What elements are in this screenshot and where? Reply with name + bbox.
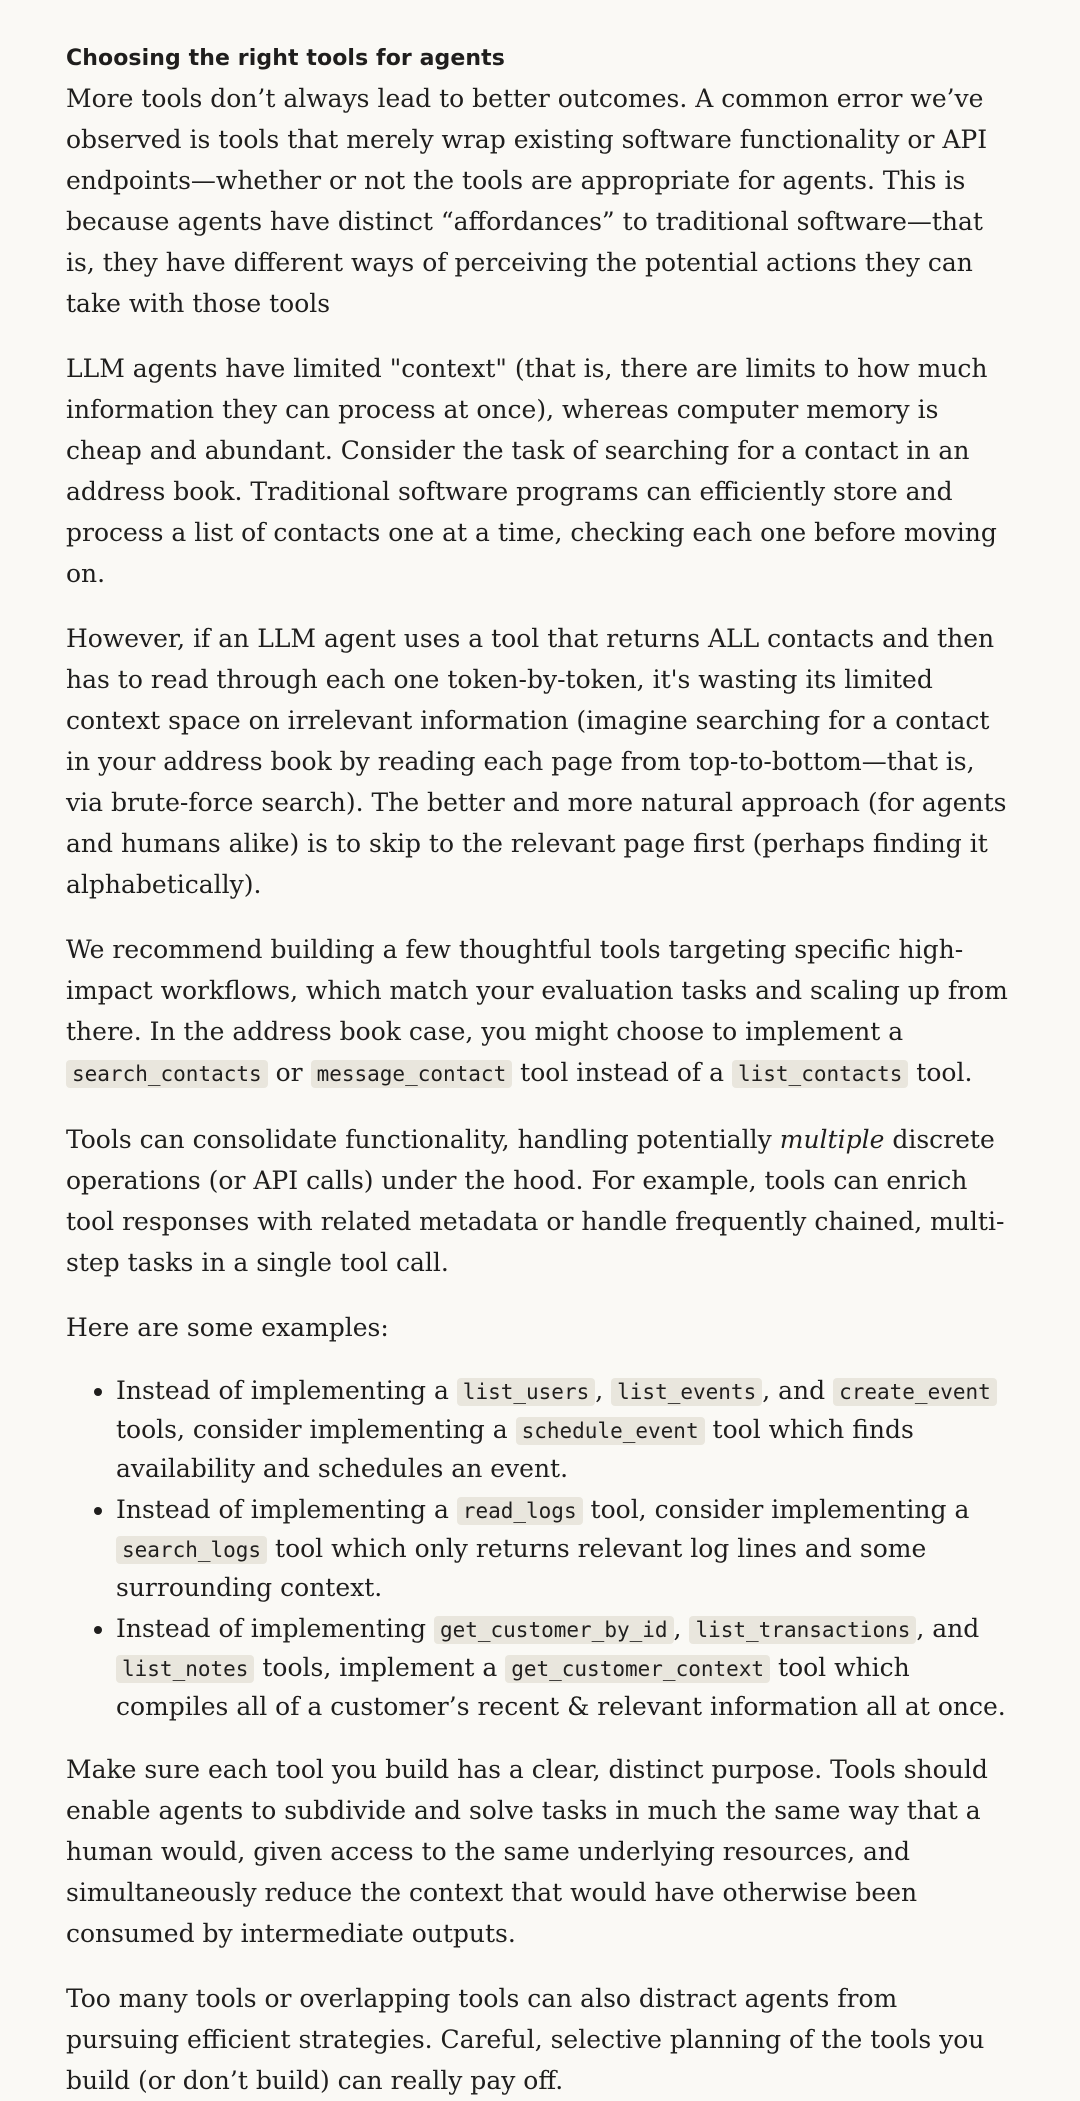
text-segment: , and xyxy=(916,1614,980,1643)
paragraph-tools-outcomes: More tools don’t always lead to better outcomes. A common error we’ve observed is tools that merely wrap existing software functionality or API endpoints—whether or not the tools are appropriate for agents. This is because agents have distinct “affordances” to traditional software—that is, they have different ways of perceiving the potential actions they can take with those tools xyxy=(66,84,988,318)
code-list-contacts: list_contacts xyxy=(732,1060,908,1088)
text-segment: , xyxy=(673,1614,690,1643)
text-segment: We recommend building a few thoughtful tools targeting specific high-impact workflows, which match your evaluation tasks and scaling up from there. In the address book case, you might choose to implement a xyxy=(66,935,1008,1046)
code-schedule-event: schedule_event xyxy=(516,1417,705,1445)
paragraph-limited-context: LLM agents have limited "context" (that is, there are limits to how much information they can process at once), whereas computer memory is cheap and abundant. Consider the task of searching for a contact in an address book. Traditional software programs can efficiently store and process a list of contacts one at a time, checking each one before moving on. xyxy=(66,354,997,588)
text-segment: or xyxy=(267,1058,311,1087)
paragraph-examples-intro: Here are some examples: xyxy=(66,1313,389,1342)
section-heading: Choosing the right tools for agents xyxy=(66,46,505,71)
emphasis-multiple: multiple xyxy=(779,1125,885,1154)
text-segment: discrete operations (or API calls) under the hood. For example, tools can enrich tool responses with related metadata or handle frequently chained, multi-step tasks in a single tool call. xyxy=(66,1125,1005,1277)
text-segment: tool which finds availability and schedules an event. xyxy=(116,1415,914,1483)
text-segment: tool instead of a xyxy=(512,1058,732,1087)
code-get-customer-by-id: get_customer_by_id xyxy=(434,1616,674,1644)
code-list-notes: list_notes xyxy=(116,1655,254,1683)
code-message-contact: message_contact xyxy=(311,1060,513,1088)
paragraph-recommendation xyxy=(66,929,1014,1095)
code-create-event: create_event xyxy=(833,1378,997,1406)
paragraph-clear-purpose: Make sure each tool you build has a clear, distinct purpose. Tools should enable agents to subdivide and solve tasks in much the same way that a human would, given access to the same underlying resources, and simultaneously reduce the context that would have otherwise been consumed by intermediate outputs. xyxy=(66,1755,988,1948)
code-read-logs: read_logs xyxy=(457,1497,583,1525)
code-list-events: list_events xyxy=(611,1378,762,1406)
text-segment: tool which compiles all of a customer’s recent & relevant information all at once. xyxy=(116,1653,1006,1721)
paragraph-consolidate xyxy=(66,1119,1014,1283)
text-segment: Tools can consolidate functionality, handling potentially xyxy=(66,1125,780,1154)
list-item xyxy=(116,1610,1014,1725)
list-item xyxy=(116,1491,1014,1606)
text-segment: Instead of implementing a xyxy=(116,1376,457,1405)
text-segment: tool which only returns relevant log lines and some surrounding context. xyxy=(116,1534,927,1602)
text-segment: tool. xyxy=(908,1058,973,1087)
list-item xyxy=(116,1372,1014,1487)
paragraph-address-book: However, if an LLM agent uses a tool that returns ALL contacts and then has to read through each one token-by-token, it's wasting its limited context space on irrelevant information (imagine searching for a contact in your address book by reading each page from top-to-bottom—that is, via brute-force search). The better and more natural approach (for agents and humans alike) is to skip to the relevant page first (perhaps finding it alphabetically). xyxy=(66,624,1007,899)
text-segment: , xyxy=(595,1376,612,1405)
text-segment: Instead of implementing xyxy=(116,1614,434,1643)
examples-list xyxy=(66,1372,1014,1725)
code-list-users: list_users xyxy=(457,1378,595,1406)
code-list-transactions: list_transactions xyxy=(689,1616,916,1644)
paragraph-too-many-tools: Too many tools or overlapping tools can also distract agents from pursuing efficient strategies. Careful, selective planning of the tools you build (or don’t build) can really pay off. xyxy=(66,1984,985,2095)
text-segment: tools, implement a xyxy=(254,1653,506,1682)
text-segment: tools, consider implementing a xyxy=(116,1415,516,1444)
text-segment: Instead of implementing a xyxy=(116,1495,457,1524)
code-search-logs: search_logs xyxy=(116,1536,267,1564)
text-segment: , and xyxy=(762,1376,834,1405)
code-search-contacts: search_contacts xyxy=(66,1060,268,1088)
text-segment: tool, consider implementing a xyxy=(582,1495,970,1524)
code-get-customer-context: get_customer_context xyxy=(505,1655,770,1683)
